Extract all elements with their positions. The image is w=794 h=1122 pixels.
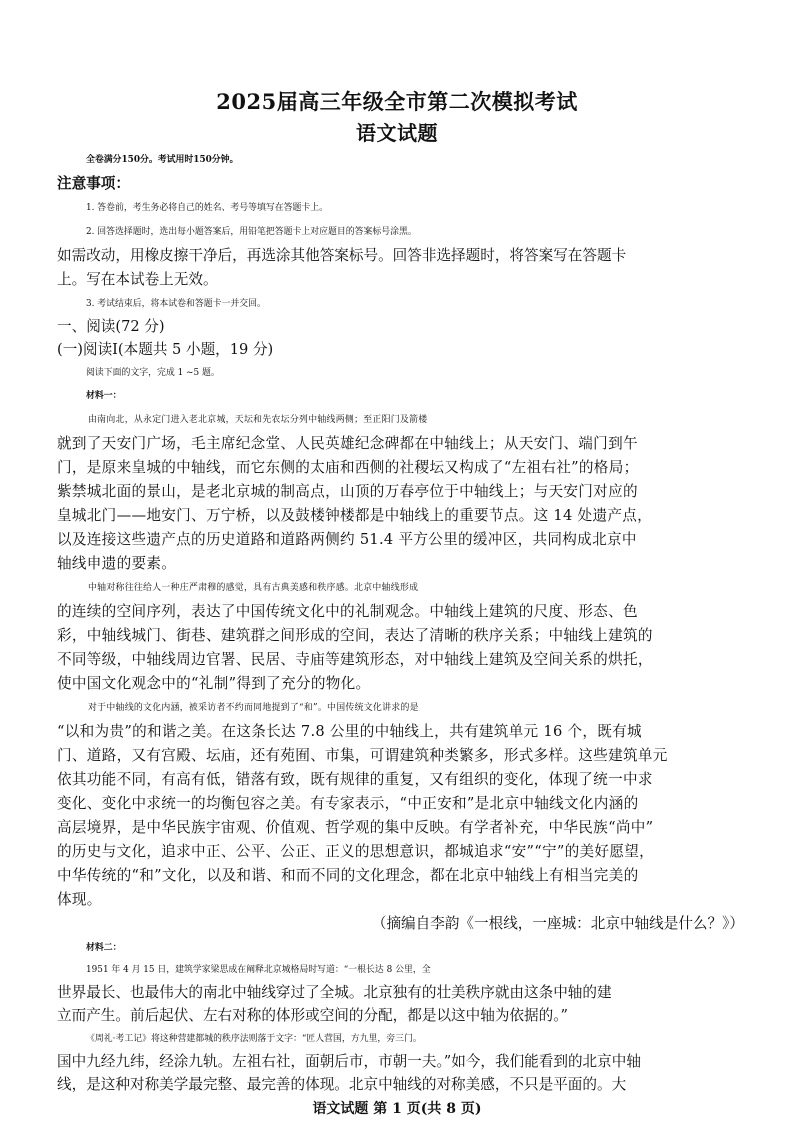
material-2-line: 国中九经九纬，经涂九轨。左祖右社，面朝后市，市朝一夫。”如今，我们能看到的北京中轴 (57, 1053, 641, 1070)
material-1-line: 门、道路，又有宫殿、坛庙，还有苑囿、市集，可谓建筑种类繁多，形式多样。这些建筑单元 (57, 747, 668, 764)
material-1-line: 中华传统的“和”文化，以及和谐、和而不同的文化理念，都在北京中轴线上有相当完美的 (57, 867, 639, 884)
material-1-line: 高层境界，是中华民族宇宙观、价值观、哲学观的集中反映。有学者补充，中华民族“尚中” (57, 819, 654, 836)
material-2-line: 立而产生。前后起伏、左右对称的体形或空间的分配，都是以这中轴为依据的。” (57, 1007, 568, 1024)
notice-item-2-line-3: 上。写在本试卷上无效。 (57, 271, 218, 288)
material-2-line: 《周礼·考工记》将这种营建都城的秩序法则落于文字：“匠人营国，方九里，旁三门。 (86, 1034, 422, 1044)
material-1-line: 对于中轴线的文化内涵，被采访者不约而同地提到了“和”。中国传统文化讲求的是 (88, 703, 419, 713)
material-1-line: 使中国文化观念中的“礼制”得到了充分的物化。 (57, 675, 371, 692)
material-1-line: “以和为贵”的和谐之美。在这条长达 7.8 公里的中轴线上，共有建筑单元 16 个，既有城 (57, 723, 642, 740)
material-1-line: 由南向北，从永定门进入老北京城，天坛和先农坛分列中轴线两侧；至正阳门及箭楼 (88, 415, 428, 425)
material-1-line: 体现。 (57, 891, 102, 908)
material-2-line: 1951 年 4 月 15 日，建筑学家梁思成在阐释北京城格局时写道：“一根长达 8 公里，全 (86, 965, 431, 975)
material-2-line: 线，是这种对称美学最完整、最完善的体现。北京中轴线的对称美感，不只是平面的。大 (57, 1076, 627, 1093)
material-1-line: 变化、变化中求统一的均衡包容之美。有专家表示，“中正安和”是北京中轴线文化内涵的 (57, 795, 639, 812)
material-2-label: 材料二： (86, 943, 122, 953)
material-1-line: 不同等级，中轴线周边官署、民居、寺庙等建筑形态，对中轴线上建筑及空间关系的烘托， (57, 651, 653, 668)
material-1-line: 的历史与文化，追求中正、公平、公正、正义的思想意识，都城追求“安”“宁”的美好愿望， (57, 843, 655, 860)
subject-title: 语文试题 (356, 121, 438, 145)
material-1-label: 材料一： (86, 391, 122, 401)
notice-item-1: 1. 答卷前，考生务必将自己的姓名、考号等填写在答题卡上。 (86, 203, 329, 213)
notice-item-2-line-1: 2. 回答选择题时，选出每小题答案后，用铅笔把答题卡上对应题目的答案标号涂黑。 (86, 227, 417, 237)
material-1-citation: （摘编自李韵《一根线，一座城：北京中轴线是什么？》） (371, 915, 744, 932)
material-1-line: 中轴对称往往给人一种庄严肃穆的感觉，具有古典美感和秩序感。北京中轴线形成 (88, 583, 419, 593)
material-1-line: 门，是原来皇城的中轴线，而它东侧的太庙和西侧的社稷坛又构成了“左祖右社”的格局； (57, 459, 639, 476)
notice-item-3: 3. 考试结束后，将本试卷和答题卡一并交回。 (86, 299, 266, 309)
material-1-line: 皇城北门——地安门、万宁桥，以及鼓楼钟楼都是中轴线上的重要节点。这 14 处遗产点， (57, 507, 653, 524)
material-1-line: 彩，中轴线城门、街巷、建筑群之间形成的空间，表达了清晰的秩序关系；中轴线上建筑的 (57, 627, 653, 644)
part-heading: 一、阅读(72 分) (57, 318, 165, 335)
material-1-line: 紫禁城北面的景山，是老北京城的制高点，山顶的万春亭位于中轴线上；与天安门对应的 (57, 483, 638, 500)
reading-instruction: 阅读下面的文字，完成 1 ~5 题。 (86, 368, 220, 378)
material-1-line: 的连续的空间序列，表达了中国传统文化中的礼制观念。中轴线上建筑的尺度、形态、色 (57, 603, 638, 620)
material-1-line: 以及连接这些遗产点的历史道路和道路两侧约 51.4 平方公里的缓冲区，共同构成北京中 (57, 531, 637, 548)
notice-item-2-line-2: 如需改动，用橡皮擦干净后，再选涂其他答案标号。回答非选择题时，将答案写在答题卡 (57, 247, 627, 264)
page-footer: 语文试题 第 1 页(共 8 页) (312, 1101, 482, 1117)
exam-title: 2025届高三年级全市第二次模拟考试 (216, 89, 578, 114)
notice-heading: 注意事项： (57, 175, 130, 192)
sub-section-heading: (一)阅读Ⅰ(本题共 5 小题，19 分) (57, 341, 274, 358)
material-1-line: 轴线申遗的要素。 (57, 555, 177, 572)
material-1-line: 依其功能不同，有高有低，错落有致，既有规律的重复，又有组织的变化，体现了统一中求 (57, 771, 653, 788)
material-1-line: 就到了天安门广场，毛主席纪念堂、人民英雄纪念碑都在中轴线上；从天安门、端门到午 (57, 435, 638, 452)
exam-info: 全卷满分150分。考试用时150分钟。 (86, 155, 239, 165)
material-2-line: 世界最长、也最伟大的南北中轴线穿过了全城。北京独有的壮美秩序就由这条中轴的建 (57, 984, 612, 1001)
